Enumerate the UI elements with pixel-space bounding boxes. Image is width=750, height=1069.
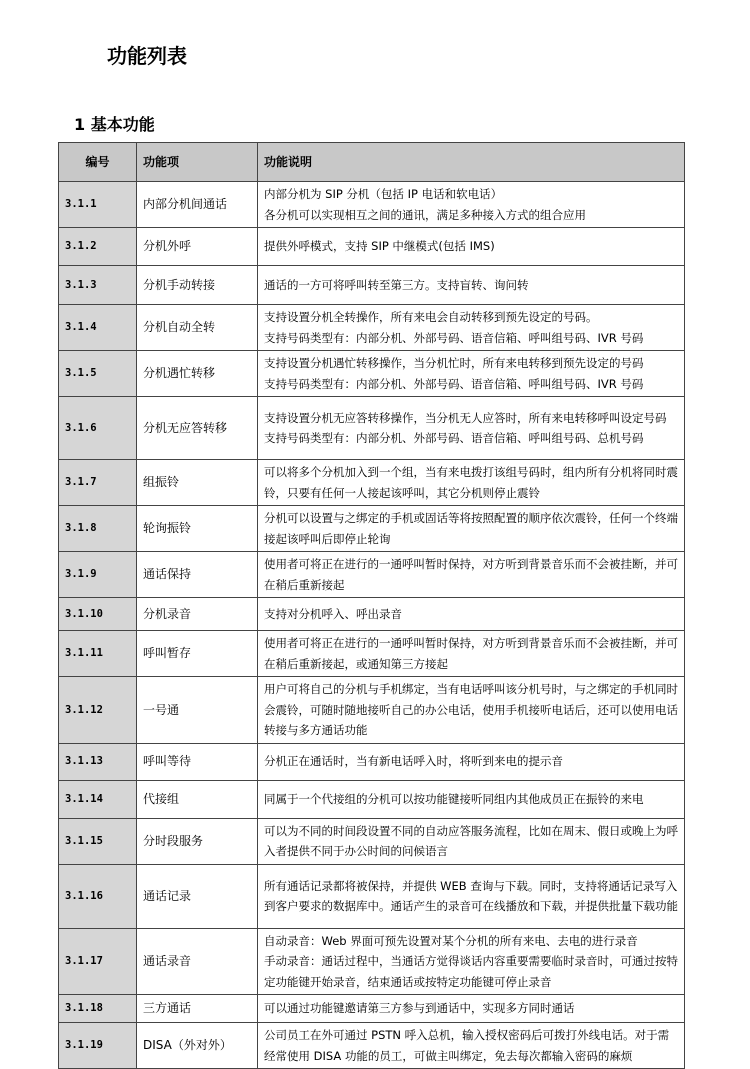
table-row xyxy=(59,780,685,818)
feature-table xyxy=(58,142,685,1069)
row-number: 3.1.4 xyxy=(59,305,137,351)
table-row xyxy=(59,598,685,631)
row-feature-name: 分机无应答转移 xyxy=(137,397,258,460)
header-description: 功能说明 xyxy=(258,143,685,182)
header-number: 编号 xyxy=(59,143,137,182)
table-row xyxy=(59,266,685,305)
table-row xyxy=(59,1023,685,1069)
row-description xyxy=(258,677,685,744)
row-number: 3.1.12 xyxy=(59,677,137,744)
description-line: 所有通话记录都将被保持，并提供 WEB 查询与下载。同时，支持将通话记录写入到客户要求的数据库中。通话产生的录音可在线播放和下载，并提供批量下载功能 xyxy=(264,878,678,913)
row-feature-name: 三方通话 xyxy=(137,995,258,1023)
description-line: 分机可以设置与之绑定的手机或固话等将按照配置的顺序依次震铃，任何一个终端接起该呼叫后即停止轮询 xyxy=(264,511,678,546)
row-description xyxy=(258,598,685,631)
row-number: 3.1.3 xyxy=(59,266,137,305)
row-feature-name: 一号通 xyxy=(137,677,258,744)
row-feature-name: 代接组 xyxy=(137,780,258,818)
table-row xyxy=(59,351,685,397)
row-description xyxy=(258,305,685,351)
table-row xyxy=(59,818,685,864)
row-number: 3.1.15 xyxy=(59,818,137,864)
description-line: 支持号码类型有：内部分机、外部号码、语音信箱、呼叫组号码、IVR 号码 xyxy=(264,330,644,345)
page-title: 功能列表 xyxy=(107,44,187,68)
row-description xyxy=(258,506,685,552)
row-number: 3.1.16 xyxy=(59,864,137,928)
row-feature-name: 呼叫等待 xyxy=(137,743,258,780)
description-line: 支持对分机呼入、呼出录音 xyxy=(264,606,402,621)
description-line: 可以为不同的时间段设置不同的自动应答服务流程，比如在周末、假日或晚上为呼入者提供不同于办公时间的问候语言 xyxy=(264,823,678,858)
row-number: 3.1.7 xyxy=(59,460,137,506)
description-line: 支持号码类型有：内部分机、外部号码、语音信箱、呼叫组号码、IVR 号码 xyxy=(264,376,644,391)
row-description xyxy=(258,864,685,928)
row-description xyxy=(258,460,685,506)
row-number: 3.1.17 xyxy=(59,928,137,995)
row-description xyxy=(258,228,685,266)
description-line: 使用者可将正在进行的一通呼叫暂时保持，对方听到背景音乐而不会被挂断，并可在稍后重新接起，或通知第三方接起 xyxy=(264,636,678,671)
description-line: 可以通过功能键邀请第三方参与到通话中，实现多方同时通话 xyxy=(264,1001,575,1016)
row-description xyxy=(258,780,685,818)
table-row xyxy=(59,397,685,460)
row-description xyxy=(258,1023,685,1069)
description-line: 通话的一方可将呼叫转至第三方。支持盲转、询问转 xyxy=(264,277,529,292)
description-line: 手动录音：通话过程中，当通话方觉得谈话内容重要需要临时录音时，可通过按特定功能键开始录音，结束通话或按特定功能键可停止录音 xyxy=(264,954,678,989)
table-row xyxy=(59,228,685,266)
header-feature: 功能项 xyxy=(137,143,258,182)
row-description xyxy=(258,928,685,995)
row-number: 3.1.9 xyxy=(59,552,137,598)
row-feature-name: 分机录音 xyxy=(137,598,258,631)
row-number: 3.1.18 xyxy=(59,995,137,1023)
table-row xyxy=(59,677,685,744)
section-heading: 1 基本功能 xyxy=(74,115,155,134)
row-number: 3.1.5 xyxy=(59,351,137,397)
description-line: 支持号码类型有：内部分机、外部号码、语音信箱、呼叫组号码、总机号码 xyxy=(264,431,644,445)
table-row xyxy=(59,182,685,228)
table-row xyxy=(59,995,685,1023)
row-description xyxy=(258,351,685,397)
row-number: 3.1.8 xyxy=(59,506,137,552)
description-line: 公司员工在外可通过 PSTN 呼入总机，输入授权密码后可拨打外线电话。对于需经常使用 DISA 功能的员工，可做主叫绑定，免去每次都输入密码的麻烦 xyxy=(264,1028,670,1063)
description-line: 各分机可以实现相互之间的通讯，满足多种接入方式的组合应用 xyxy=(264,207,586,222)
row-feature-name: 通话保持 xyxy=(137,552,258,598)
row-feature-name: 通话记录 xyxy=(137,864,258,928)
description-line: 支持设置分机遇忙转移操作，当分机忙时，所有来电转移到预先设定的号码 xyxy=(264,356,644,370)
row-feature-name: 分机遇忙转移 xyxy=(137,351,258,397)
row-description xyxy=(258,182,685,228)
row-feature-name: 轮询振铃 xyxy=(137,506,258,552)
description-line: 内部分机为 SIP 分机（包括 IP 电话和软电话） xyxy=(264,187,503,201)
row-number: 3.1.6 xyxy=(59,397,137,460)
row-number: 3.1.1 xyxy=(59,182,137,228)
description-line: 可以将多个分机加入到一个组，当有来电拨打该组号码时，组内所有分机将同时震铃，只要有任何一人接起该呼叫，其它分机则停止震铃 xyxy=(264,465,678,500)
row-description xyxy=(258,743,685,780)
row-feature-name: 通话录音 xyxy=(137,928,258,995)
description-line: 使用者可将正在进行的一通呼叫暂时保持，对方听到背景音乐而不会被挂断，并可在稍后重新接起 xyxy=(264,557,678,592)
row-description xyxy=(258,995,685,1023)
row-description xyxy=(258,631,685,677)
table-header-row xyxy=(59,143,685,182)
description-line: 支持设置分机全转操作，所有来电会自动转移到预先设定的号码。 xyxy=(264,310,598,324)
row-number: 3.1.2 xyxy=(59,228,137,266)
row-feature-name: 分时段服务 xyxy=(137,818,258,864)
table-row xyxy=(59,631,685,677)
row-description xyxy=(258,818,685,864)
row-feature-name: 组振铃 xyxy=(137,460,258,506)
table-row xyxy=(59,305,685,351)
row-number: 3.1.19 xyxy=(59,1023,137,1069)
row-number: 3.1.14 xyxy=(59,780,137,818)
row-feature-name: 呼叫暂存 xyxy=(137,631,258,677)
row-description xyxy=(258,266,685,305)
row-feature-name: 内部分机间通话 xyxy=(137,182,258,228)
table-row xyxy=(59,506,685,552)
description-line: 分机正在通话时，当有新电话呼入时，将听到来电的提示音 xyxy=(264,754,563,769)
row-feature-name: DISA（外对外） xyxy=(137,1023,258,1069)
row-number: 3.1.10 xyxy=(59,598,137,631)
description-line: 自动录音：Web 界面可预先设置对某个分机的所有来电、去电的进行录音 xyxy=(264,933,638,948)
table-row xyxy=(59,864,685,928)
table-row xyxy=(59,460,685,506)
description-line: 同属于一个代接组的分机可以按功能键接听同组内其他成员正在振铃的来电 xyxy=(264,791,644,806)
row-number: 3.1.11 xyxy=(59,631,137,677)
description-line: 提供外呼模式，支持 SIP 中继模式(包括 IMS) xyxy=(264,239,495,254)
row-description xyxy=(258,552,685,598)
table-row xyxy=(59,743,685,780)
row-feature-name: 分机手动转接 xyxy=(137,266,258,305)
table-row xyxy=(59,552,685,598)
description-line: 支持设置分机无应答转移操作，当分机无人应答时，所有来电转移呼叫设定号码 xyxy=(264,410,667,425)
description-line: 用户可将自己的分机与手机绑定，当有电话呼叫该分机号时，与之绑定的手机同时会震铃，可随时随地接听自己的办公电话，使用手机接听电话后，还可以使用电话转接与多方通话功能 xyxy=(264,682,678,737)
row-feature-name: 分机外呼 xyxy=(137,228,258,266)
row-number: 3.1.13 xyxy=(59,743,137,780)
row-feature-name: 分机自动全转 xyxy=(137,305,258,351)
row-description xyxy=(258,397,685,460)
table-row xyxy=(59,928,685,995)
